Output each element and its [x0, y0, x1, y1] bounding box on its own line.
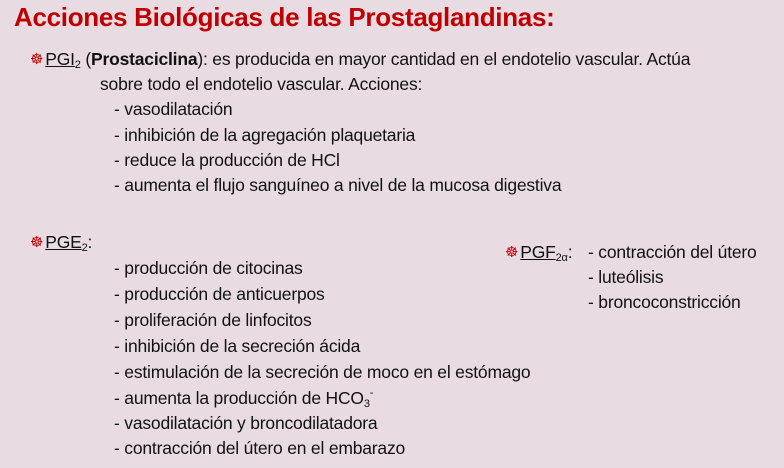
pgi2-action: - aumenta el flujo sanguíneo a nivel de la mucosa digestiva — [114, 175, 562, 195]
prostaciclina-label: Prostaciclina — [91, 49, 198, 69]
pgi2-label: $PGI_2$ — [45, 49, 81, 71]
pge2-action: - aumenta la producción de $HCO_3^-$ — [114, 387, 374, 410]
pgf2a-action: - luteólisis — [588, 267, 664, 287]
pge2-heading: ☸ $PGE_2$: — [30, 232, 93, 254]
wheel-bullet-icon: ☸ — [30, 51, 44, 68]
pge2-action: - estimulación de la secreción de moco en el estómago — [114, 362, 531, 382]
pgi2-action: - vasodilatación — [114, 99, 233, 119]
pge2-action: - inhibición de la secreción ácida — [114, 336, 361, 356]
pgi2-action: - inhibición de la agregación plaquetaria — [114, 125, 416, 145]
pge2-action: - proliferación de linfocitos — [114, 310, 312, 330]
page-title: Acciones Biológicas de las Prostaglandinas: — [14, 2, 555, 32]
pgf2a-action: - broncoconstricción — [588, 292, 741, 312]
wheel-bullet-icon: ☸ — [30, 234, 44, 251]
pgf2a-action: - contracción del útero — [588, 242, 757, 262]
pgf2a-label: $PGF_{2\alpha}$ — [520, 242, 568, 264]
pge2-action: - contracción del útero en el embarazo — [114, 438, 406, 458]
pge2-action: - vasodilatación y broncodilatadora — [114, 413, 378, 433]
pge2-action: - producción de anticuerpos — [114, 284, 325, 304]
wheel-bullet-icon: ☸ — [505, 244, 519, 261]
pgi2-action: - reduce la producción de HCl — [114, 150, 340, 170]
pge2-action: - producción de citocinas — [114, 258, 303, 278]
pgf2a-heading: ☸ $PGF_{2\alpha}$: — [505, 242, 573, 264]
pgi2-desc-line2: sobre todo el endotelio vascular. Acciones: — [100, 74, 423, 94]
pge2-label: $PGE_2$ — [45, 232, 88, 254]
pgi2-heading: ☸ $PGI_2$ (Prostaciclina): es producida en mayor cantidad en el endotelio vascular. Actúa — [30, 49, 691, 71]
